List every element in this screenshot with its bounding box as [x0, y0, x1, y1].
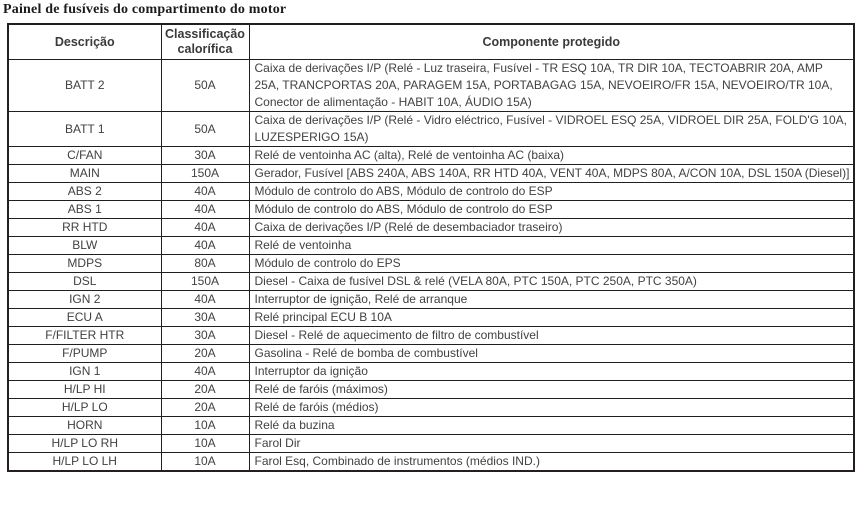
header-row — [8, 24, 854, 60]
fuse-rating: 30A — [161, 327, 249, 345]
fuse-panel-table — [7, 23, 855, 472]
fuse-rating: 50A — [161, 60, 249, 112]
fuse-rating: 30A — [161, 147, 249, 165]
fuse-description: H/LP HI — [8, 381, 161, 399]
protected-component: Relé de ventoinha AC (alta), Relé de ventoinha AC (baixa) — [249, 147, 854, 165]
table-row — [8, 183, 854, 201]
fuse-rating: 30A — [161, 309, 249, 327]
fuse-rating: 10A — [161, 453, 249, 472]
fuse-description: H/LP LO — [8, 399, 161, 417]
fuse-description: HORN — [8, 417, 161, 435]
fuse-description: ABS 1 — [8, 201, 161, 219]
table-row — [8, 112, 854, 147]
protected-component: Caixa de derivações I/P (Relé - Luz traseira, Fusível - TR ESQ 10A, TR DIR 10A, TECTOABRIR 20A, AMP 25A, TRANCPORTAS 20A, PARAGEM 15A, PORTABAGAG 15A, NEVOEIRO/FR 15A, NEVOEIRO/TR 10A, Conector de alimentação - HABIT 10A, ÁUDIO 15A) — [249, 60, 854, 112]
table-row — [8, 165, 854, 183]
table-row — [8, 399, 854, 417]
fuse-description: DSL — [8, 273, 161, 291]
protected-component: Relé de faróis (médios) — [249, 399, 854, 417]
fuse-rating: 80A — [161, 255, 249, 273]
protected-component: Farol Dir — [249, 435, 854, 453]
fuse-description: ABS 2 — [8, 183, 161, 201]
fuse-rating: 10A — [161, 435, 249, 453]
fuse-description: IGN 1 — [8, 363, 161, 381]
table-row — [8, 255, 854, 273]
fuse-rating: 40A — [161, 201, 249, 219]
fuse-description: MAIN — [8, 165, 161, 183]
table-row — [8, 273, 854, 291]
column-header-description: Descrição — [8, 24, 161, 60]
protected-component: Módulo de controlo do ABS, Módulo de controlo do ESP — [249, 201, 854, 219]
protected-component: Gerador, Fusível [ABS 240A, ABS 140A, RR HTD 40A, VENT 40A, MDPS 80A, A/CON 10A, DSL 150A (Diesel)] — [249, 165, 854, 183]
fuse-rating: 40A — [161, 363, 249, 381]
page-title: Painel de fusíveis do compartimento do motor — [3, 2, 287, 17]
fuse-description: BLW — [8, 237, 161, 255]
fuse-rating: 150A — [161, 165, 249, 183]
column-header-rating: Classificação calorífica — [161, 24, 249, 60]
protected-component: Caixa de derivações I/P (Relé de desembaciador traseiro) — [249, 219, 854, 237]
table-row — [8, 201, 854, 219]
fuse-rating: 20A — [161, 381, 249, 399]
protected-component: Módulo de controlo do ABS, Módulo de controlo do ESP — [249, 183, 854, 201]
table-row — [8, 435, 854, 453]
protected-component: Relé da buzina — [249, 417, 854, 435]
fuse-table-body — [8, 60, 854, 472]
table-row — [8, 309, 854, 327]
fuse-rating: 20A — [161, 399, 249, 417]
fuse-description: IGN 2 — [8, 291, 161, 309]
table-row — [8, 237, 854, 255]
table-row — [8, 327, 854, 345]
protected-component: Caixa de derivações I/P (Relé - Vidro eléctrico, Fusível - VIDROEL ESQ 25A, VIDROEL DIR 25A, FOLD'G 10A, LUZESPERIGO 15A) — [249, 112, 854, 147]
fuse-rating: 40A — [161, 219, 249, 237]
fuse-rating: 10A — [161, 417, 249, 435]
column-header-component: Componente protegido — [249, 24, 854, 60]
fuse-description: F/PUMP — [8, 345, 161, 363]
fuse-description: H/LP LO RH — [8, 435, 161, 453]
protected-component: Farol Esq, Combinado de instrumentos (médios IND.) — [249, 453, 854, 472]
protected-component: Interruptor de ignição, Relé de arranque — [249, 291, 854, 309]
fuse-rating: 20A — [161, 345, 249, 363]
fuse-description: ECU A — [8, 309, 161, 327]
fuse-rating: 50A — [161, 112, 249, 147]
table-row — [8, 219, 854, 237]
fuse-description: RR HTD — [8, 219, 161, 237]
table-row — [8, 345, 854, 363]
fuse-description: MDPS — [8, 255, 161, 273]
protected-component: Relé de ventoinha — [249, 237, 854, 255]
fuse-description: C/FAN — [8, 147, 161, 165]
protected-component: Diesel - Caixa de fusível DSL & relé (VELA 80A, PTC 150A, PTC 250A, PTC 350A) — [249, 273, 854, 291]
protected-component: Relé principal ECU B 10A — [249, 309, 854, 327]
table-row — [8, 291, 854, 309]
protected-component: Interruptor da ignição — [249, 363, 854, 381]
table-row — [8, 363, 854, 381]
fuse-description: F/FILTER HTR — [8, 327, 161, 345]
protected-component: Relé de faróis (máximos) — [249, 381, 854, 399]
table-row — [8, 381, 854, 399]
table-row — [8, 147, 854, 165]
table-row — [8, 453, 854, 472]
fuse-description: BATT 1 — [8, 112, 161, 147]
fuse-rating: 40A — [161, 291, 249, 309]
fuse-description: H/LP LO LH — [8, 453, 161, 472]
table-header — [8, 24, 854, 60]
table-row — [8, 417, 854, 435]
protected-component: Diesel - Relé de aquecimento de filtro de combustível — [249, 327, 854, 345]
fuse-rating: 40A — [161, 183, 249, 201]
fuse-description: BATT 2 — [8, 60, 161, 112]
fuse-rating: 150A — [161, 273, 249, 291]
protected-component: Módulo de controlo do EPS — [249, 255, 854, 273]
fuse-rating: 40A — [161, 237, 249, 255]
table-row — [8, 60, 854, 112]
protected-component: Gasolina - Relé de bomba de combustível — [249, 345, 854, 363]
